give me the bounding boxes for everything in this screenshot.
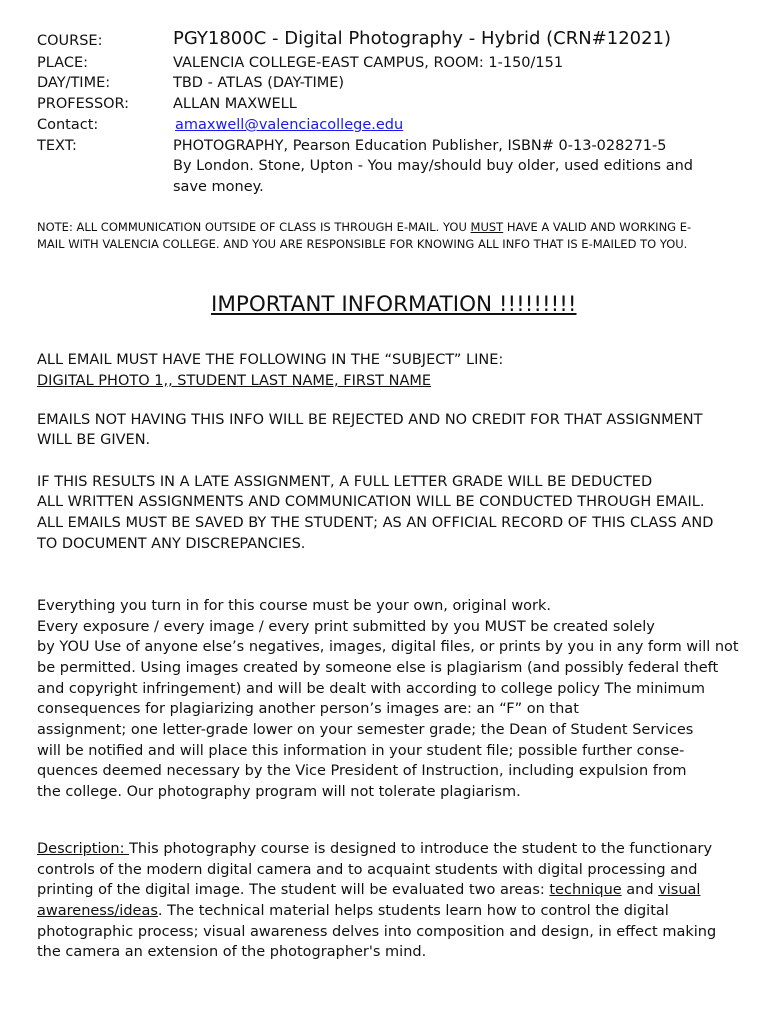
course-title: PGY1800C - Digital Photography - Hybrid (CRN#12021) <box>173 28 672 49</box>
description-line: the camera an extension of the photographer's mind. <box>37 944 427 960</box>
description-line: Description: This photography course is designed to introduce the student to the functionary <box>37 841 713 857</box>
description-line: photographic process; visual awareness delves into composition and design, in effect making <box>37 924 717 940</box>
plagiarism-line: quences deemed necessary by the Vice President of Instruction, including expulsion from <box>37 763 687 779</box>
textbook-line: save money. <box>173 179 264 195</box>
textbook-line: PHOTOGRAPHY, Pearson Education Publisher, ISBN# 0-13-028271-5 <box>173 138 667 154</box>
plagiarism-line: and copyright infringement) and will be dealt with according to college policy The minimum <box>37 681 705 697</box>
plagiarism-line: Everything you turn in for this course must be your own, original work. <box>37 598 552 614</box>
text-label: TEXT: <box>37 138 77 154</box>
place-value: VALENCIA COLLEGE-EAST CAMPUS, ROOM: 1-150/151 <box>173 55 564 71</box>
plagiarism-line: will be notified and will place this information in your student file; possible further conse- <box>37 743 685 759</box>
place-label: PLACE: <box>37 55 88 71</box>
late-policy-line: ALL WRITTEN ASSIGNMENTS AND COMMUNICATION WILL BE CONDUCTED THROUGH EMAIL. <box>37 494 705 510</box>
contact-email-link[interactable]: amaxwell@valenciacollege.edu <box>175 117 404 133</box>
late-policy-line: IF THIS RESULTS IN A LATE ASSIGNMENT, A FULL LETTER GRADE WILL BE DEDUCTED <box>37 474 653 490</box>
daytime-value: TBD - ATLAS (DAY-TIME) <box>173 75 345 91</box>
plagiarism-line: be permitted. Using images created by someone else is plagiarism (and possibly federal theft <box>37 660 719 676</box>
plagiarism-line: consequences for plagiarizing another person’s images are: an “F” on that <box>37 701 579 717</box>
note-line: MAIL WITH VALENCIA COLLEGE. AND YOU ARE RESPONSIBLE FOR KNOWING ALL INFO THAT IS E-MAILED TO YOU. <box>37 237 688 251</box>
subject-instruction: ALL EMAIL MUST HAVE THE FOLLOWING IN THE “SUBJECT” LINE: <box>37 352 504 368</box>
late-policy-line: TO DOCUMENT ANY DISCREPANCIES. <box>37 536 306 552</box>
professor-value: ALLAN MAXWELL <box>173 96 297 112</box>
plagiarism-line: assignment; one letter-grade lower on your semester grade; the Dean of Student Services <box>37 722 694 738</box>
rejection-line: WILL BE GIVEN. <box>37 432 151 448</box>
textbook-line: By London. Stone, Upton - You may/should buy older, used editions and <box>173 158 693 174</box>
rejection-line: EMAILS NOT HAVING THIS INFO WILL BE REJECTED AND NO CREDIT FOR THAT ASSIGNMENT <box>37 412 703 428</box>
subject-format: DIGITAL PHOTO 1,, STUDENT LAST NAME, FIRST NAME <box>37 373 432 389</box>
important-heading: IMPORTANT INFORMATION !!!!!!!!! <box>211 292 577 317</box>
plagiarism-line: by YOU Use of anyone else’s negatives, images, digital files, or prints by you in any form will not <box>37 639 739 655</box>
professor-label: PROFESSOR: <box>37 96 130 112</box>
contact-label: Contact: <box>37 117 99 133</box>
note-line: NOTE: ALL COMMUNICATION OUTSIDE OF CLASS IS THROUGH E-MAIL. YOU MUST HAVE A VALID AND WORKING E- <box>37 220 692 234</box>
course-label: COURSE: <box>37 33 103 49</box>
plagiarism-line: Every exposure / every image / every print submitted by you MUST be created solely <box>37 619 655 635</box>
plagiarism-line: the college. Our photography program will not tolerate plagiarism. <box>37 784 521 800</box>
late-policy-line: ALL EMAILS MUST BE SAVED BY THE STUDENT; AS AN OFFICIAL RECORD OF THIS CLASS AND <box>37 515 714 531</box>
description-label: Description: <box>37 841 130 857</box>
description-line: awareness/ideas. The technical material helps students learn how to control the digital <box>37 903 669 919</box>
description-line: printing of the digital image. The student will be evaluated two areas: technique and visual <box>37 882 701 898</box>
description-line: controls of the modern digital camera and to acquaint students with digital processing and <box>37 862 698 878</box>
daytime-label: DAY/TIME: <box>37 75 111 91</box>
